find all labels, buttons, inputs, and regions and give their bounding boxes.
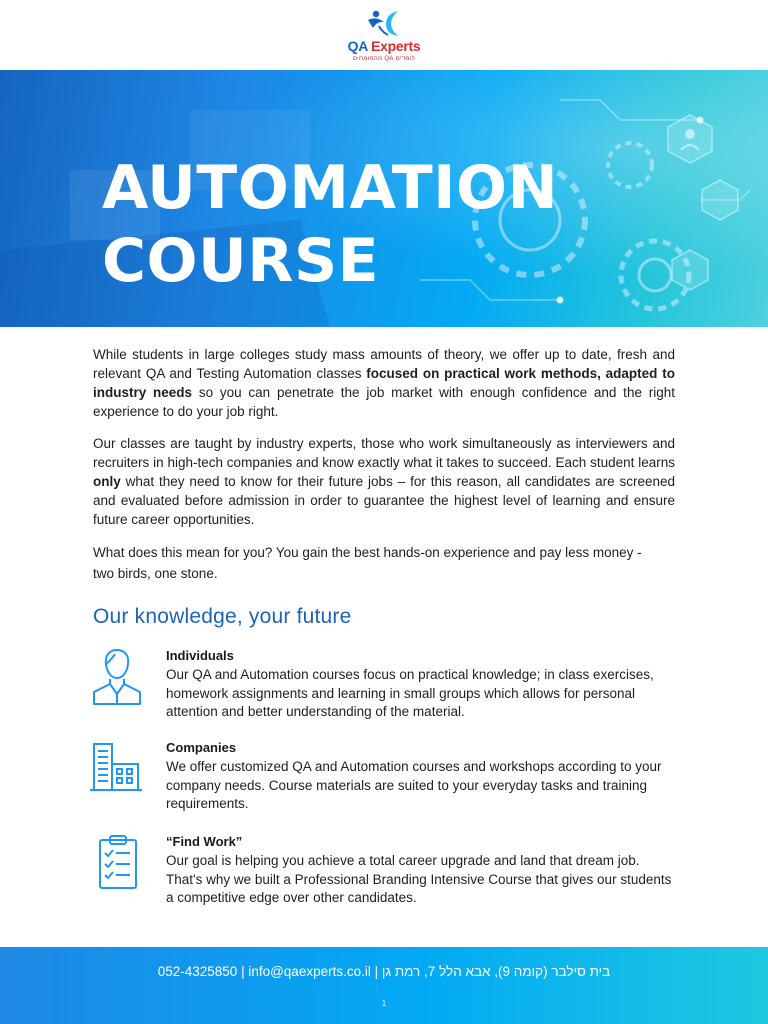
intro-p2-emphasis: only — [93, 474, 121, 489]
intro-p1-text-c: so you can penetrate the job market with enough confidence and the right experience to do your job right. — [93, 385, 675, 419]
hero-banner — [0, 70, 768, 327]
buildings-icon — [88, 740, 146, 798]
footer-contact — [0, 964, 768, 979]
footer-phone[interactable]: 052-4325850 — [157, 964, 238, 979]
feature-text-individuals: Our QA and Automation courses focus on practical knowledge; in class exercises, homework assignments and learning in small groups which allows for personal attention and better understanding of the material. — [166, 667, 654, 719]
intro-p2-text-c: what they need to know for their future jobs – for this reason, all candidates are screened and evaluated before admission in order to guarantee the highest level of learning and ensure future career opportunities. — [93, 474, 675, 527]
qa-experts-logo-mark-icon — [364, 8, 404, 38]
logo-tagline: לומדים QA מהמומחים — [352, 56, 416, 62]
logo — [0, 0, 768, 70]
page-title — [102, 152, 558, 298]
intro-p1-text-a: While students in large colleges study mass amounts of theory, we offer up to date, fresh and relevant QA and Testing Automation classes — [93, 347, 675, 381]
footer-separator-1: | — [237, 964, 249, 979]
logo-wordmark-qa: QA — [347, 38, 368, 54]
footer-email[interactable]: info@qaexperts.co.il — [248, 964, 371, 979]
person-icon — [88, 648, 146, 706]
feature-title-individuals: Individuals — [166, 648, 234, 663]
intro-p1-emphasis: focused on practical work methods, adapted to industry needs — [93, 366, 675, 400]
intro-p3-line-2: two birds, one stone. — [93, 566, 218, 581]
intro-p3-line-1: What does this mean for you? You gain the best hands-on experience and pay less money - — [93, 545, 642, 560]
clipboard-checklist-icon — [88, 834, 146, 892]
page-number: 1 — [381, 999, 387, 1008]
footer-address: בית סילבר (קומה 9), אבא הלל 7, רמת גן — [381, 964, 611, 979]
feature-text-find-work: Our goal is helping you achieve a total career upgrade and land that dream job. That's why we built a Professional Branding Intensive Course that gives our students a competitive edge over other candidates. — [166, 853, 672, 905]
feature-title-find-work: “Find Work” — [166, 834, 243, 849]
footer-bar — [0, 947, 768, 1024]
section-heading: Our knowledge, your future — [93, 605, 352, 628]
title-line-2: COURSE — [102, 226, 380, 296]
intro-paragraph-3 — [93, 543, 675, 583]
logo-wordmark — [0, 38, 768, 54]
logo-wordmark-experts: Experts — [367, 38, 421, 54]
intro-paragraph-2 — [93, 434, 675, 529]
intro-paragraph-1 — [93, 345, 675, 421]
feature-text-companies: We offer customized QA and Automation courses and workshops according to your company needs. Course materials are suited to your everyday tasks and training requirements. — [166, 759, 662, 811]
title-line-1: AUTOMATION — [102, 153, 559, 223]
feature-title-companies: Companies — [166, 740, 237, 755]
intro-p2-text-a: Our classes are taught by industry experts, those who work simultaneously as interviewers and recruiters in high-tech companies and know exactly what it takes to succeed. Each student learns — [93, 436, 675, 470]
footer-separator-2: | — [370, 964, 382, 979]
